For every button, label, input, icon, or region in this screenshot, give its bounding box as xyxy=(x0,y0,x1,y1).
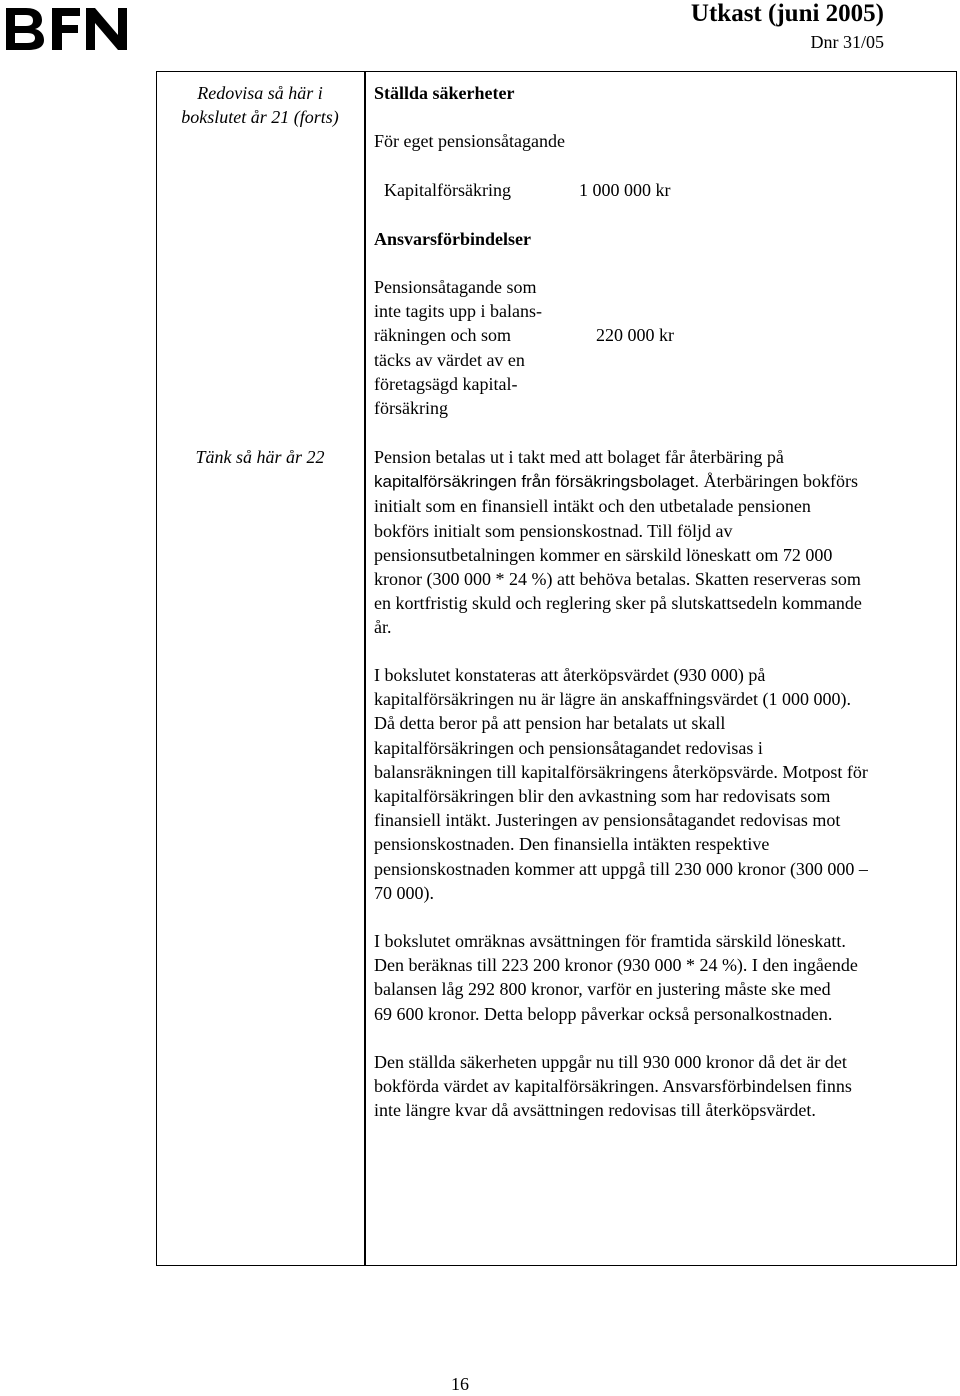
document-title: Utkast (juni 2005) xyxy=(690,0,884,27)
sidebar-label-bokslut-ar-21 xyxy=(160,81,360,129)
paragraph-line: bokförs initialt som pensionskostnad. Till följd av xyxy=(374,520,733,541)
paragraph-line: bokförda värdet av kapitalförsäkringen. Ansvarsförbindelsen finns xyxy=(374,1076,852,1097)
paragraph-line: balansräkningen till kapitalförsäkringens återköpsvärde. Motpost för xyxy=(374,761,868,782)
paragraph-line: kapitalförsäkringen blir den avkastning som har redovisats som xyxy=(374,786,831,807)
item-label-line: försäkring xyxy=(374,398,448,419)
page-number: 16 xyxy=(451,1374,469,1394)
paragraph-line: I bokslutet omräknas avsättningen för framtida särskild löneskatt. xyxy=(374,931,846,951)
paragraph-line-part: Återbäringen bokförs xyxy=(699,471,859,492)
paragraph-line: kapitalförsäkringen nu är lägre än anskaffningsvärdet (1 000 000). xyxy=(374,689,852,710)
paragraph-line: 69 600 kronor. Detta belopp påverkar också personalkostnaden. xyxy=(374,1003,833,1024)
paragraph-line: I bokslutet konstateras att återköpsvärdet (930 000) på xyxy=(374,665,766,685)
sidebar-label-line: Redovisa så här i xyxy=(197,83,323,103)
paragraph-line: Då detta beror på att pension har betalats ut skall xyxy=(374,713,726,734)
paragraph-line: finansiell intäkt. Justeringen av pensionsåtagandet redovisas mot xyxy=(374,810,841,831)
paragraph-pension-utbetalning xyxy=(374,445,959,640)
item-amount-pensionsatagande: 220 000 kr xyxy=(596,325,674,345)
item-label-line: företagsägd kapital- xyxy=(374,373,518,394)
paragraph-line-part: kapitalförsäkringen från försäkringsbolaget. xyxy=(374,472,700,492)
item-label-line: täcks av värdet av en xyxy=(374,349,525,370)
paragraph-line: inte längre kvar då avsättningen redovisas till återköpsvärdet. xyxy=(374,1100,816,1121)
paragraph-line: år. xyxy=(374,617,392,638)
paragraph-line: kronor (300 000 * 24 %) att behöva betalas. Skatten reserveras som xyxy=(374,569,861,590)
item-label-line: räkningen och som xyxy=(374,325,511,346)
paragraph-line: Den beräknas till 223 200 kronor (930 000 * 24 %). I den ingående xyxy=(374,955,858,976)
paragraph-line: en kortfristig skuld och reglering sker på slutskattsedeln kommande xyxy=(374,593,862,614)
paragraph-line: pensionskostnaden kommer att uppgå till 230 000 kronor (300 000 – xyxy=(374,858,868,879)
paragraph-stalld-sakerhet xyxy=(374,1050,959,1123)
item-label-line: inte tagits upp i balans- xyxy=(374,301,542,322)
column-divider xyxy=(364,71,366,1266)
sidebar-label-line: bokslutet år 21 (forts) xyxy=(181,107,339,127)
section-heading-ansvarsforbindelser: Ansvarsförbindelser xyxy=(374,229,531,249)
paragraph-line: balansen låg 292 800 kronor, varför en justering måste ske med xyxy=(374,979,831,1000)
paragraph-line xyxy=(374,469,959,494)
bfn-logo xyxy=(2,2,130,52)
item-label-pensionsatagande xyxy=(374,275,574,420)
item-amount-kapitalforsakring: 1 000 000 kr xyxy=(579,180,671,200)
paragraph-line: 70 000). xyxy=(374,882,434,903)
item-label-kapitalforsakring: Kapitalförsäkring xyxy=(384,180,511,200)
item-label-line: Pensionsåtagande som xyxy=(374,277,537,297)
paragraph-line: Pension betalas ut i takt med att bolaget får återbäring på xyxy=(374,447,784,467)
paragraph-line: pensionsutbetalningen kommer en särskild löneskatt om 72 000 xyxy=(374,544,833,565)
paragraph-loneskatt xyxy=(374,929,959,1026)
section-heading-stallda-sakerheter: Ställda säkerheter xyxy=(374,83,515,103)
section-subheading: För eget pensionsåtagande xyxy=(374,131,565,151)
document-reference-number: Dnr 31/05 xyxy=(810,32,884,52)
sidebar-label-ar-22: Tänk så här år 22 xyxy=(195,447,325,467)
paragraph-line: pensionskostnaden. Den finansiella intäkten respektive xyxy=(374,834,770,855)
paragraph-line: Den ställda säkerheten uppgår nu till 930 000 kronor då det är det xyxy=(374,1052,847,1072)
paragraph-line: initialt som en finansiell intäkt och den utbetalade pensionen xyxy=(374,496,811,517)
paragraph-line: kapitalförsäkringen och pensionsåtagandet redovisas i xyxy=(374,737,763,758)
paragraph-aterkopsvarde xyxy=(374,663,959,905)
